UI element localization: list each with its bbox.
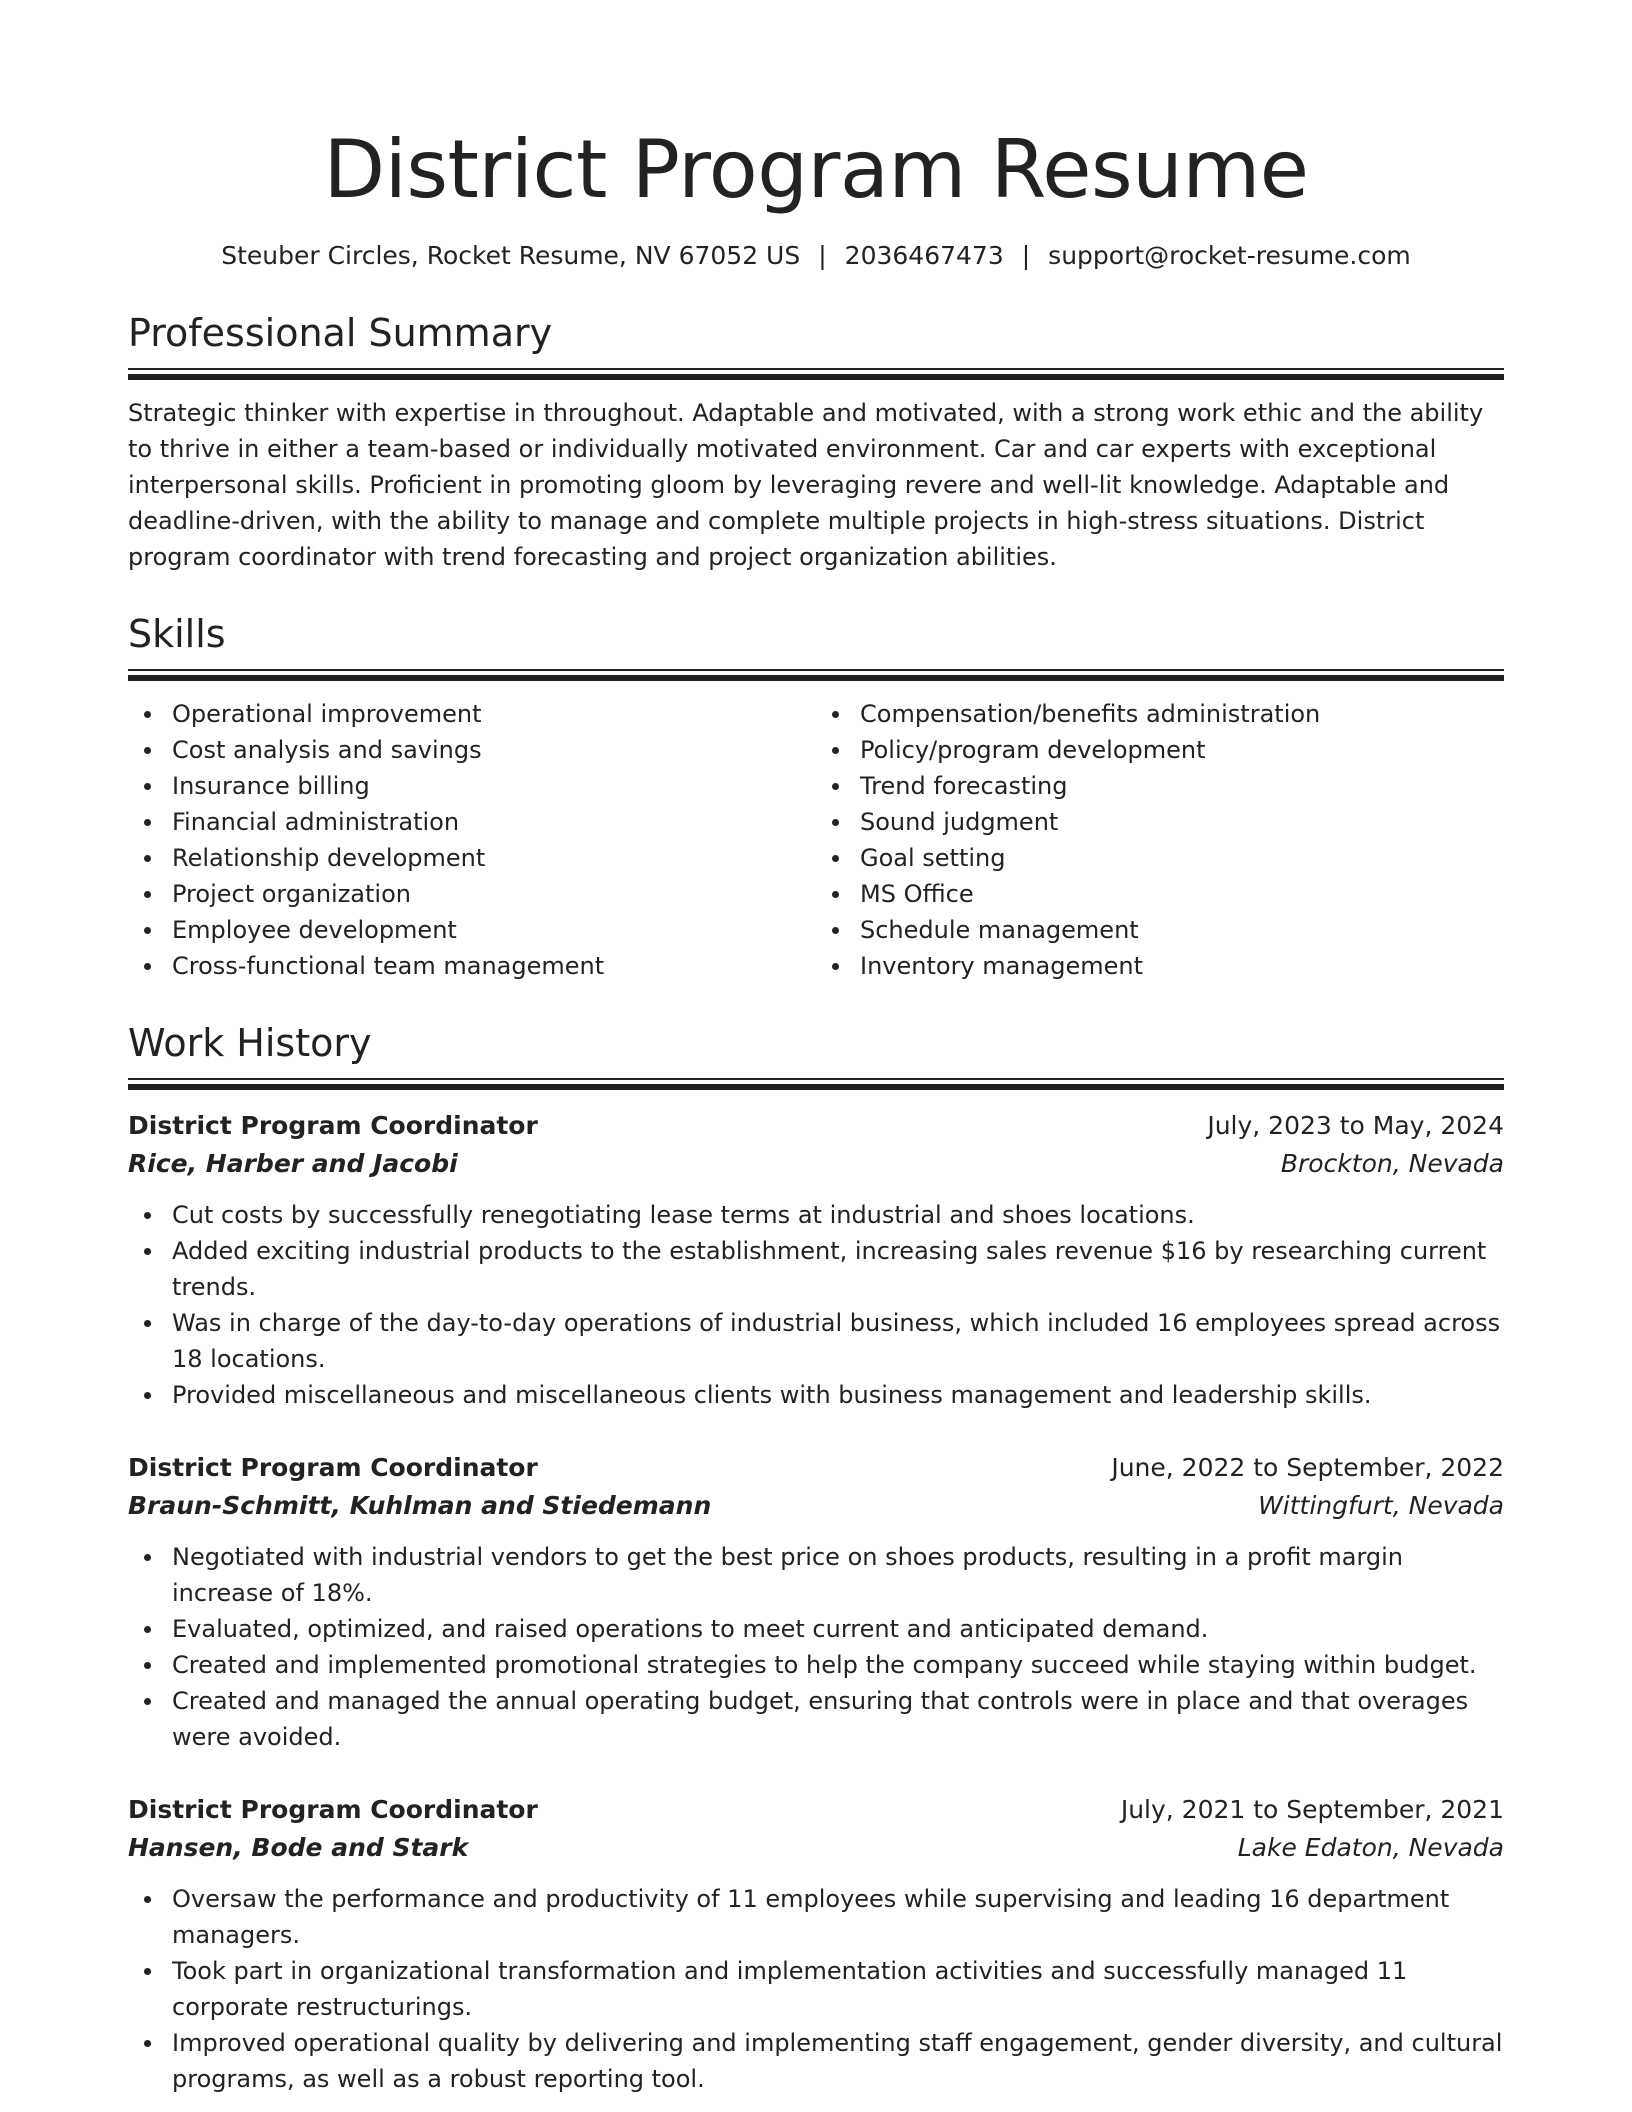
skills-list-left (128, 696, 816, 984)
contact-line (128, 238, 1504, 274)
job-bullet: Created and implemented promotional strategies to help the company succeed while staying within budget. (172, 1647, 1504, 1683)
section-heading: Skills (128, 612, 226, 656)
skill-item: Employee development (172, 912, 816, 948)
contact-separator: | (1021, 241, 1031, 270)
skill-item: Financial administration (172, 804, 816, 840)
skill-item: Schedule management (860, 912, 1504, 948)
section-divider (128, 368, 1504, 379)
job-dates: June, 2022 to September, 2022 (1111, 1453, 1504, 1482)
job-bullets (128, 1539, 1504, 1755)
job-company: Hansen, Bode and Stark (128, 1833, 469, 1862)
job-location: Lake Edaton, Nevada (1237, 1833, 1504, 1862)
skills-columns (128, 696, 1504, 984)
skill-item: Goal setting (860, 840, 1504, 876)
skill-item: Sound judgment (860, 804, 1504, 840)
job-entry (128, 1791, 1504, 2097)
section-heading: Professional Summary (128, 311, 553, 355)
contact-phone: 2036467473 (844, 241, 1004, 270)
skill-item: Relationship development (172, 840, 816, 876)
skill-item: Trend forecasting (860, 768, 1504, 804)
skill-item: Cost analysis and savings (172, 732, 816, 768)
resume-title: District Program Resume (323, 123, 1309, 216)
job-dates: July, 2023 to May, 2024 (1207, 1111, 1504, 1140)
job-bullets (128, 1881, 1504, 2097)
job-title: District Program Coordinator (128, 1453, 538, 1482)
contact-email: support@rocket-resume.com (1048, 241, 1411, 270)
job-dates: July, 2021 to September, 2021 (1120, 1795, 1504, 1824)
job-company: Rice, Harber and Jacobi (128, 1149, 458, 1178)
skill-item: Compensation/benefits administration (860, 696, 1504, 732)
job-title: District Program Coordinator (128, 1111, 538, 1140)
job-bullet: Provided miscellaneous and miscellaneous clients with business management and leadership skills. (172, 1377, 1504, 1413)
job-bullet: Cut costs by successfully renegotiating lease terms at industrial and shoes locations. (172, 1197, 1504, 1233)
skill-item: Project organization (172, 876, 816, 912)
job-title: District Program Coordinator (128, 1795, 538, 1824)
job-bullet: Added exciting industrial products to the establishment, increasing sales revenue $16 by researching current trends. (172, 1233, 1504, 1305)
skill-item: Operational improvement (172, 696, 816, 732)
skill-item: Policy/program development (860, 732, 1504, 768)
job-location: Wittingfurt, Nevada (1258, 1491, 1504, 1520)
job-bullet: Was in charge of the day-to-day operations of industrial business, which included 16 employees spread across 18 locations. (172, 1305, 1504, 1377)
job-bullet: Took part in organizational transformation and implementation activities and successfully managed 11 corporate restructurings. (172, 1953, 1504, 2025)
job-location: Brockton, Nevada (1280, 1149, 1504, 1178)
summary-text: Strategic thinker with expertise in throughout. Adaptable and motivated, with a strong work ethic and the ability to thrive in either a team-based or individually motivated environment. Car and car experts with exceptional interpersonal skills. Proficient in promoting gloom by leveraging revere and well-lit knowledge. Adaptable and deadline-driven, with the ability to manage and complete multiple projects in high-stress situations. District program coordinator with trend forecasting and project organization abilities. (128, 399, 1484, 571)
section-heading: Work History (128, 1021, 372, 1065)
skill-item: Cross-functional team management (172, 948, 816, 984)
job-bullet: Improved operational quality by delivering and implementing staff engagement, gender diversity, and cultural programs, as well as a robust reporting tool. (172, 2025, 1504, 2097)
job-bullet: Evaluated, optimized, and raised operations to meet current and anticipated demand. (172, 1611, 1504, 1647)
summary-section (128, 308, 1504, 575)
section-divider (128, 1078, 1504, 1089)
job-bullet: Oversaw the performance and productivity of 11 employees while supervising and leading 16 department managers. (172, 1881, 1504, 1953)
resume-page (128, 120, 1504, 2097)
section-divider (128, 669, 1504, 680)
job-entry (128, 1449, 1504, 1755)
skills-section (128, 609, 1504, 984)
skill-item: Inventory management (860, 948, 1504, 984)
job-bullet: Negotiated with industrial vendors to get the best price on shoes products, resulting in a profit margin increase of 18%. (172, 1539, 1504, 1611)
skill-item: MS Office (860, 876, 1504, 912)
contact-separator: | (818, 241, 827, 270)
skills-list-right (816, 696, 1504, 984)
job-company: Braun-Schmitt, Kuhlman and Stiedemann (128, 1491, 712, 1520)
contact-address: Steuber Circles, Rocket Resume, NV 67052 US (221, 241, 801, 270)
work-history-section (128, 1018, 1504, 2097)
job-bullet: Created and managed the annual operating budget, ensuring that controls were in place and that overages were avoided. (172, 1683, 1504, 1755)
job-entry (128, 1107, 1504, 1413)
skill-item: Insurance billing (172, 768, 816, 804)
job-bullets (128, 1197, 1504, 1413)
